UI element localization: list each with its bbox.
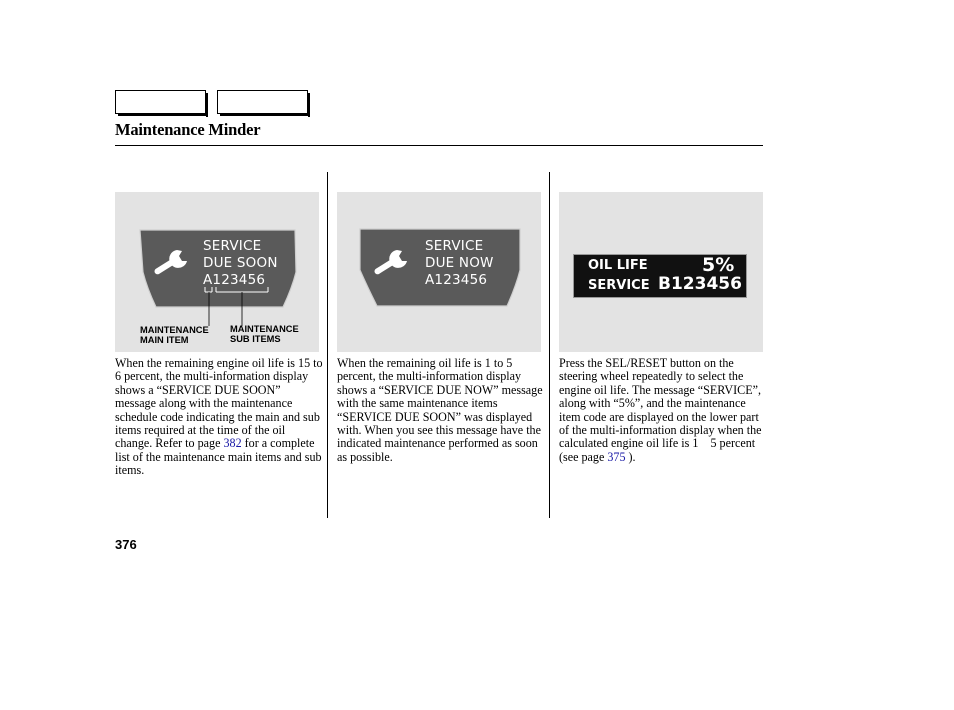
page-number: 376 [115, 537, 137, 552]
page-link-382[interactable]: 382 [223, 436, 242, 451]
callout-sub-items [230, 324, 299, 344]
lcd-oil-life-value: 5% [702, 254, 735, 276]
page-title: Maintenance Minder [115, 120, 261, 139]
callout-main-item-line-2: MAIN ITEM [140, 335, 189, 345]
paragraph-text: When the remaining engine oil life is 15 to 6 percent, the multi-information display shows a “SERVICE DUE SOON” message along with the maintenance schedule code indicating the main and sub items required at the time of the oil change. Refer to page [115, 356, 323, 451]
section-tab-2[interactable] [217, 90, 308, 114]
section-tab-1[interactable] [115, 90, 206, 114]
wrench-icon [371, 244, 411, 284]
lcd-screen [573, 254, 747, 298]
lcd-oil-life-label: OIL LIFE [588, 258, 648, 273]
display-line-1: SERVICE [203, 238, 262, 254]
lcd-service-label: SERVICE [588, 278, 650, 293]
paragraph-text: ). [625, 449, 636, 464]
paragraph-service-due-now: When the remaining oil life is 1 to 5 percent, the multi-information display shows a “SERVICE DUE NOW” message with the same maintenance items “SERVICE DUE SOON” was displayed with. When you see this message have the indicated maintenance performed as soon as possible. [337, 356, 543, 464]
figure-service-due-soon [115, 192, 319, 352]
figure-oil-life-display [559, 192, 763, 352]
callout-sub-items-line-1: MAINTENANCE [230, 324, 299, 334]
column-divider-2 [549, 172, 550, 518]
paragraph-oil-life [559, 357, 765, 464]
column-divider-1 [327, 172, 328, 518]
display-line-1: SERVICE [425, 238, 484, 254]
display-line-2: DUE SOON [203, 255, 278, 271]
lcd-service-code: B123456 [658, 274, 742, 294]
display-line-3: A123456 [425, 272, 488, 288]
callout-main-item-line-1: MAINTENANCE [140, 325, 209, 335]
title-rule [115, 145, 763, 146]
paragraph-text: Press the SEL/RESET button on the steering wheel repeatedly to select the engine oil life. The message “SERVICE”, along with “5%”, and the maintenance item code are displayed on the lower part of the multi-information display when the calculated engine oil life is 1 5 percent (see page [559, 356, 765, 464]
display-line-2: DUE NOW [425, 255, 494, 271]
page-link-375[interactable]: 375 [607, 449, 626, 464]
callout-sub-items-line-2: SUB ITEMS [230, 334, 281, 344]
figure-service-due-now [337, 192, 541, 352]
wrench-icon [151, 244, 191, 284]
display-line-3: A123456 [203, 272, 266, 288]
paragraph-text: for a complete list of the maintenance main items and sub items. [115, 436, 322, 478]
callout-main-item [140, 325, 209, 345]
paragraph-service-due-soon [115, 357, 323, 478]
